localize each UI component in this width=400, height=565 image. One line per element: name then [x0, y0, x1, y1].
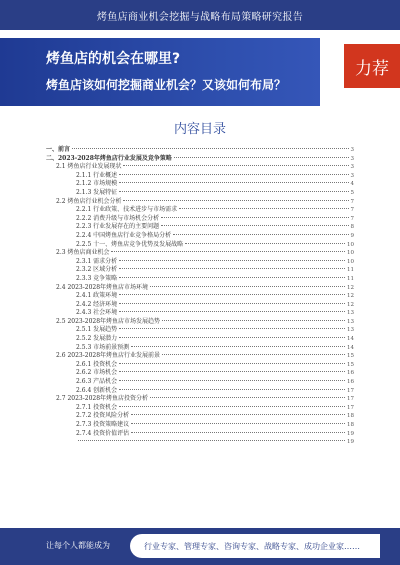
- toc-entry-page: 15: [347, 353, 354, 360]
- toc-leader-dots: [119, 303, 345, 304]
- toc-entry-label: 2.6.1 投资机会: [76, 360, 118, 368]
- banner-subheadline: 烤鱼店该如何挖掘商业机会？又该如何布局？: [46, 78, 287, 92]
- banner-headline: 烤鱼店的机会在哪里?: [46, 51, 181, 67]
- toc-entry[interactable]: [46, 292, 354, 301]
- toc-entry-page: 10: [347, 250, 354, 257]
- toc-entry-label: 2.6.2 市场机会: [76, 369, 118, 377]
- toc-leader-dots: [162, 320, 345, 321]
- toc-entry-label: 2.1.2 市场规模: [76, 180, 118, 188]
- toc-entry-page: 10: [347, 258, 354, 265]
- toc-entry-page: 16: [347, 379, 354, 386]
- toc-entry-label: 2.1 烤鱼店行业发展现状: [56, 163, 122, 171]
- toc-entry-label: 一、前言: [46, 146, 71, 153]
- toc-entry[interactable]: [46, 163, 354, 172]
- toc-entry[interactable]: [46, 378, 354, 387]
- toc-entry-label: 2.6.3 产品机会: [76, 378, 118, 386]
- toc-entry-label: 2.5.2 发展潜力: [76, 335, 118, 343]
- toc-leader-dots: [123, 200, 348, 201]
- toc-leader-dots: [78, 440, 345, 441]
- toc-entry[interactable]: [46, 180, 354, 189]
- toc-leader-dots: [179, 208, 348, 209]
- toc-entry-page: 13: [347, 310, 354, 317]
- toc-entry-page: 11: [347, 275, 354, 282]
- toc-entry-label: 2.2.4 中国烤鱼店行业竞争格局分析: [76, 231, 172, 239]
- toc-entry[interactable]: [46, 395, 354, 404]
- toc-entry-label: 2.2.1 行业政策、技术进步与市场需求: [76, 206, 178, 214]
- toc-leader-dots: [174, 157, 349, 158]
- toc-entry-page: 3: [350, 155, 354, 162]
- toc-entry-page: 3: [350, 172, 354, 179]
- recommend-badge: 力荐: [344, 44, 400, 88]
- toc-entry-page: 7: [350, 215, 354, 222]
- toc-leader-dots: [150, 397, 345, 398]
- toc-entry-page: 18: [347, 422, 354, 428]
- toc-leader-dots: [173, 234, 348, 235]
- toc-entry[interactable]: [46, 189, 354, 198]
- toc-entry[interactable]: [46, 249, 354, 258]
- toc-entry-label: 2.4 2023-2028年烤鱼店市场环境: [56, 283, 149, 291]
- toc-entry-label: 2.7.2 投资风险分析: [76, 412, 130, 420]
- toc-entry-label: 2.3.3 竞争策略: [76, 274, 118, 282]
- toc-leader-dots: [72, 148, 348, 149]
- toc-entry-page: 13: [347, 327, 354, 334]
- toc-leader-dots: [119, 182, 348, 183]
- toc-leader-dots: [131, 423, 345, 424]
- toc-entry[interactable]: [46, 309, 354, 318]
- toc-leader-dots: [150, 286, 345, 287]
- toc-leader-dots: [119, 337, 345, 338]
- toc-entry-page: 7: [350, 207, 354, 214]
- toc-entry[interactable]: [46, 301, 354, 310]
- toc-leader-dots: [119, 371, 345, 372]
- toc-entry[interactable]: [46, 412, 354, 421]
- toc-entry-page: 17: [347, 387, 354, 394]
- footer-slogan: 让每个人都能成为: [46, 541, 110, 550]
- table-of-contents: [46, 146, 354, 447]
- toc-entry-label: 2.6.4 创新机会: [76, 386, 118, 394]
- toc-entry[interactable]: [46, 369, 354, 378]
- toc-entry-label: 2.2 烤鱼店行业机会分析: [56, 197, 122, 205]
- toc-entry-label: 2.2.3 行业发展存在的主要问题: [76, 223, 160, 231]
- toc-entry-page: 3: [350, 147, 354, 153]
- toc-entry[interactable]: [46, 232, 354, 241]
- toc-entry-page: 12: [347, 301, 354, 308]
- banner: [0, 38, 400, 106]
- toc-entry-label: 2.5 2023-2028年烤鱼店市场发展趋势: [56, 317, 161, 325]
- toc-entry[interactable]: [46, 155, 354, 164]
- toc-leader-dots: [131, 432, 345, 433]
- toc-entry[interactable]: [46, 326, 354, 335]
- toc-entry-page: 12: [347, 284, 354, 291]
- toc-entry-page: 14: [347, 344, 354, 351]
- toc-entry-label: 2.1.3 发展特征: [76, 188, 118, 196]
- toc-leader-dots: [161, 217, 348, 218]
- footer-tagline: 行业专家、管理专家、咨询专家、战略专家、成功企业家……: [144, 541, 360, 551]
- toc-entry-label: 2.5.1 发展趋势: [76, 326, 118, 334]
- toc-leader-dots: [119, 174, 348, 175]
- toc-leader-dots: [185, 243, 345, 244]
- toc-entry-label: 2.3 烤鱼店商业机会: [56, 249, 110, 257]
- toc-entry-page: 5: [350, 189, 354, 196]
- toc-entry-page: 4: [350, 181, 354, 188]
- toc-entry[interactable]: [46, 387, 354, 396]
- toc-leader-dots: [119, 328, 345, 329]
- toc-entry[interactable]: [46, 266, 354, 275]
- toc-leader-dots: [161, 225, 348, 226]
- toc-entry-label: 2.6 2023-2028年烤鱼店行业发展前景: [56, 352, 161, 360]
- toc-entry[interactable]: [46, 275, 354, 284]
- toc-leader-dots: [119, 389, 345, 390]
- toc-leader-dots: [131, 346, 345, 347]
- toc-entry[interactable]: [46, 344, 354, 353]
- toc-leader-dots: [123, 165, 348, 166]
- toc-entry-page: 19: [347, 439, 354, 446]
- toc-entry-label: 2.7.4 投资价值评估: [76, 429, 130, 437]
- toc-entry-label: 2.7 2023-2028年烤鱼店投资分析: [56, 395, 149, 403]
- toc-entry-page: 12: [347, 293, 354, 300]
- toc-entry-label: 2.3.1 需求分析: [76, 257, 118, 265]
- toc-entry-label: 2.4.2 经济环境: [76, 300, 118, 308]
- toc-entry-label: 2.7.1 投资机会: [76, 403, 118, 411]
- toc-leader-dots: [119, 294, 345, 295]
- footer: [0, 528, 400, 565]
- toc-entry-page: 8: [350, 224, 354, 231]
- toc-leader-dots: [119, 406, 345, 407]
- toc-entry-label: 2.2.5 十一、烤鱼店竞争优势及发展战略: [76, 240, 184, 248]
- toc-leader-dots: [119, 363, 345, 364]
- toc-entry-label: 2.4.3 社会环境: [76, 309, 118, 317]
- toc-entry-page: 18: [347, 413, 354, 420]
- toc-entry-page: 13: [347, 318, 354, 325]
- toc-leader-dots: [119, 380, 345, 381]
- toc-entry[interactable]: [46, 198, 354, 207]
- toc-entry-label: 2.1.1 行业概述: [76, 171, 118, 179]
- toc-entry[interactable]: [46, 284, 354, 293]
- toc-entry-page: 9: [350, 232, 354, 239]
- document-title: 烤鱼店商业机会挖掘与战略布局策略研究报告: [97, 11, 303, 23]
- toc-entry[interactable]: [46, 430, 354, 439]
- toc-entry-page: 7: [350, 198, 354, 205]
- toc-entry-page: 17: [347, 404, 354, 411]
- toc-entry-label: 二、2023-2028年烤鱼店行业发展及竞争策略: [46, 154, 172, 162]
- toc-entry-page: 16: [347, 370, 354, 377]
- toc-entry[interactable]: [46, 438, 354, 447]
- toc-entry-page: 15: [347, 361, 354, 368]
- toc-entry[interactable]: [46, 223, 354, 232]
- toc-leader-dots: [119, 277, 345, 278]
- toc-entry-page: 11: [347, 267, 354, 274]
- toc-entry[interactable]: [46, 146, 354, 155]
- toc-entry-label: 2.2.2 消费升级与市场机会分析: [76, 214, 160, 222]
- toc-entry[interactable]: [46, 206, 354, 215]
- toc-leader-dots: [119, 191, 348, 192]
- toc-entry-label: 2.5.3 市场前景预测: [76, 343, 130, 351]
- toc-leader-dots: [119, 268, 345, 269]
- toc-leader-dots: [162, 354, 345, 355]
- toc-entry[interactable]: [46, 352, 354, 361]
- toc-entry[interactable]: [46, 421, 354, 430]
- toc-entry-page: 19: [347, 430, 354, 437]
- toc-entry-page: 10: [347, 241, 354, 248]
- toc-heading: 内容目录: [173, 122, 226, 137]
- footer-tagline-pill: [130, 534, 380, 558]
- toc-leader-dots: [119, 260, 345, 261]
- toc-entry-label: 2.3.2 区域分析: [76, 266, 118, 274]
- toc-entry-page: 14: [347, 336, 354, 343]
- toc-entry-page: 17: [347, 396, 354, 403]
- toc-entry[interactable]: [46, 241, 354, 250]
- toc-entry-label: 2.4.1 政策环境: [76, 292, 118, 300]
- toc-entry[interactable]: [46, 335, 354, 344]
- toc-leader-dots: [111, 251, 345, 252]
- toc-leader-dots: [131, 414, 345, 415]
- top-bar: [0, 0, 400, 30]
- toc-entry-page: 3: [350, 164, 354, 171]
- toc-entry-label: 2.7.3 投资策略建议: [76, 421, 130, 428]
- toc-leader-dots: [119, 311, 345, 312]
